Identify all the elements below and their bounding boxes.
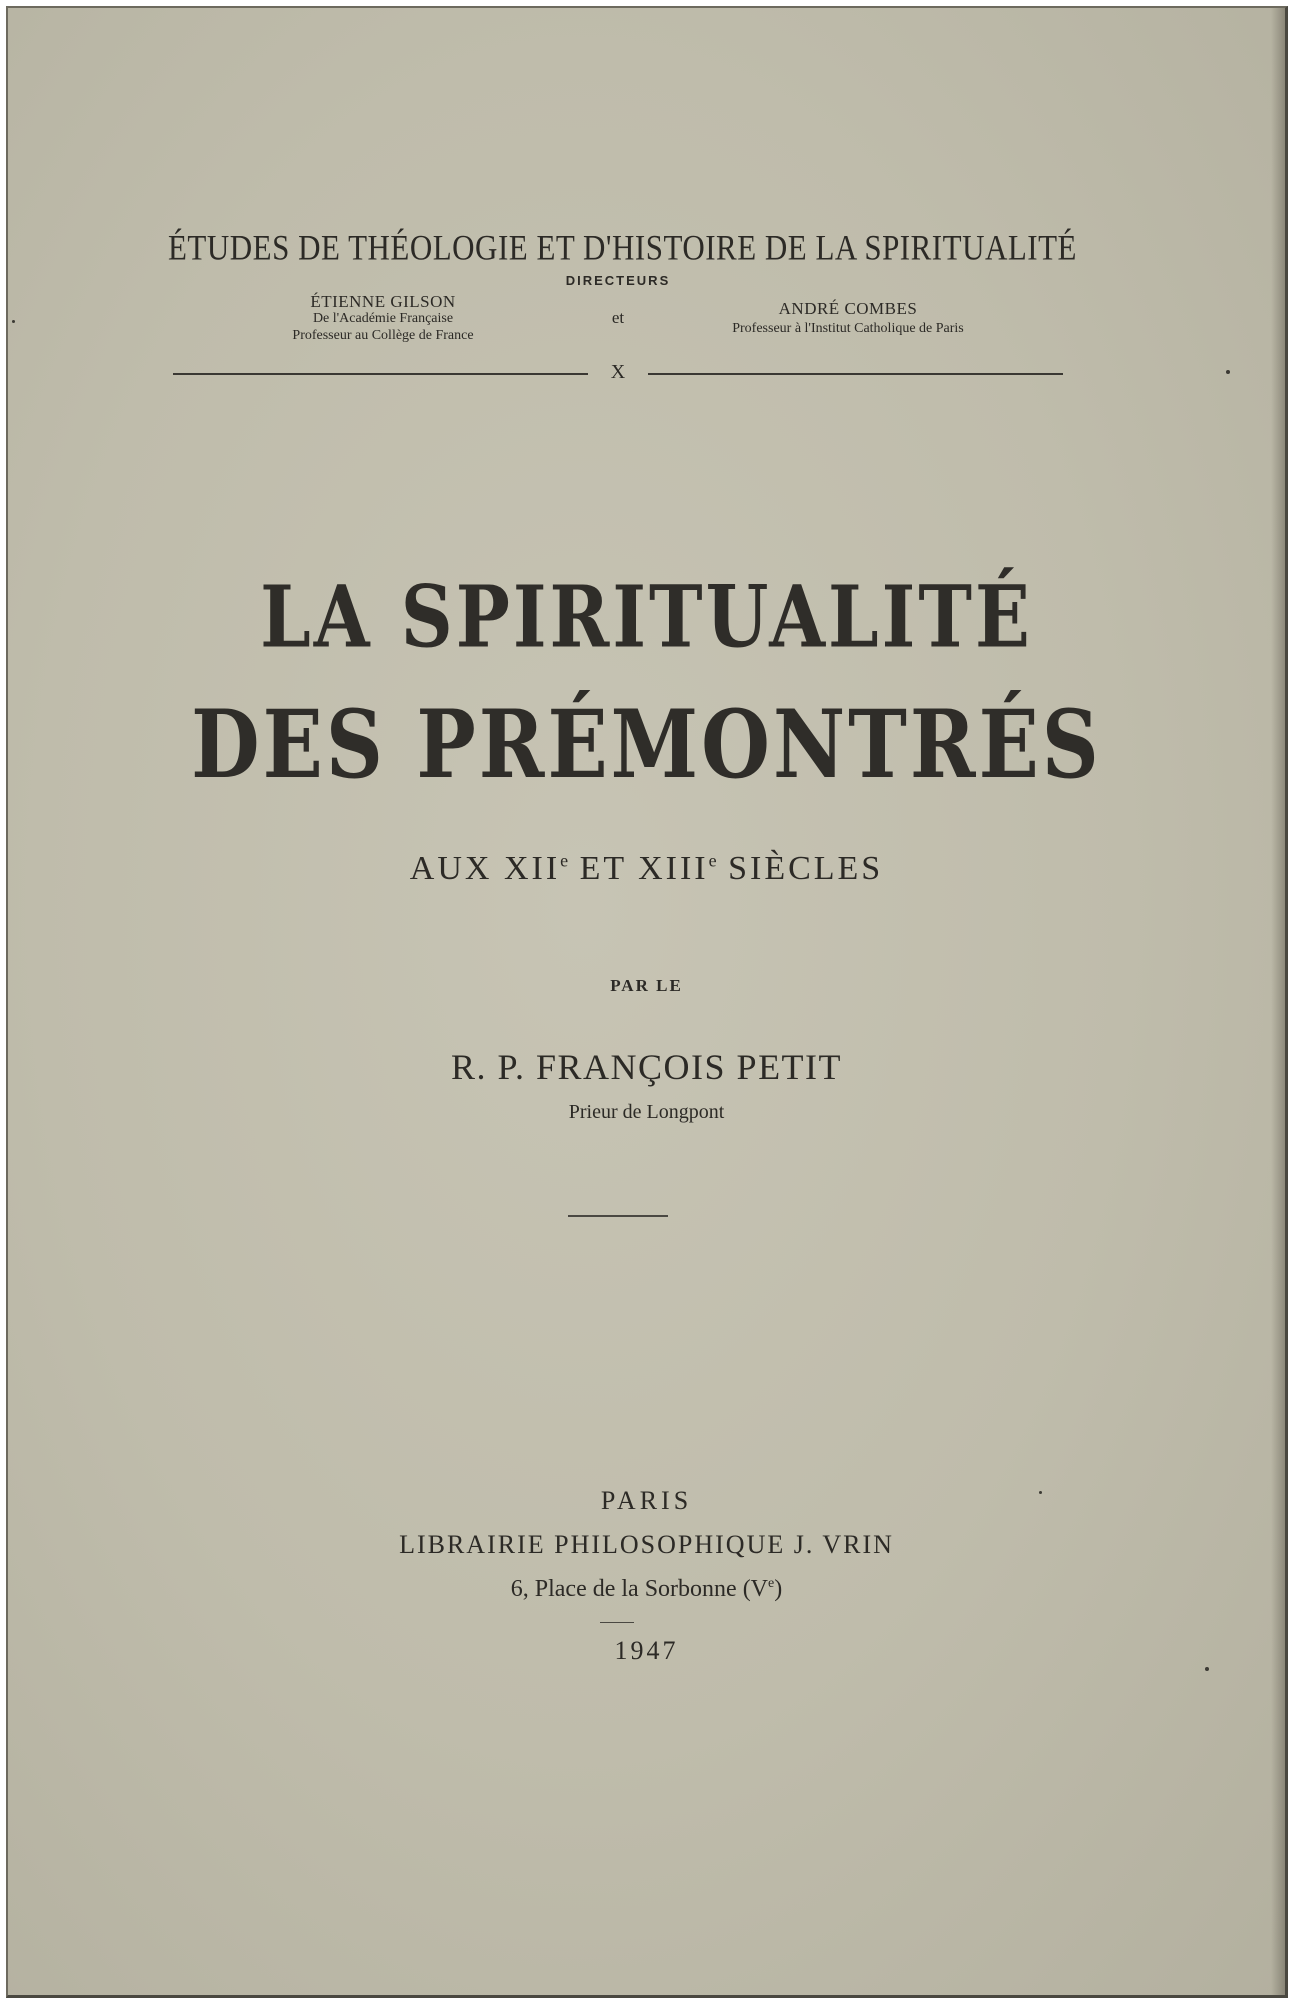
paper-speck	[1226, 370, 1230, 374]
series-rule-right	[648, 373, 1063, 375]
address-sup: e	[768, 1576, 775, 1591]
book-subtitle	[8, 850, 1285, 888]
subtitle-part-1: AUX XII	[409, 850, 561, 887]
by-label: PAR LE	[610, 976, 683, 995]
cover-edge-shadow	[1271, 8, 1285, 1995]
director-gilson-line-1: De l'Académie Française	[312, 311, 454, 326]
imprint-address	[8, 1576, 1285, 1603]
imprint-city: PARIS	[600, 1486, 693, 1515]
director-combes	[668, 299, 1028, 339]
series-rule-left	[173, 373, 588, 375]
address-end: )	[774, 1576, 783, 1602]
director-gilson-name: ÉTIENNE GILSON	[310, 292, 456, 311]
director-combes-name: ANDRÉ COMBES	[778, 299, 918, 318]
author-title: Prieur de Longpont	[568, 1101, 725, 1123]
imprint-year: 1947	[614, 1636, 679, 1665]
directeurs-label: DIRECTEURS	[565, 273, 671, 288]
subtitle-part-2: ET XIII	[568, 850, 709, 887]
book-cover	[6, 6, 1288, 1998]
director-combes-line-1: Professeur à l'Institut Catholique de Paris	[732, 321, 964, 336]
author-name: R. P. FRANÇOIS PETIT	[450, 1047, 843, 1087]
address-main: 6, Place de la Sorbonne (V	[510, 1576, 769, 1602]
subtitle-sup-2: e	[708, 850, 717, 871]
paper-speck	[1039, 1491, 1042, 1494]
directors-conjunction: et	[611, 308, 625, 327]
imprint-publisher: LIBRAIRIE PHILOSOPHIQUE J. VRIN	[399, 1530, 894, 1559]
series-title: ÉTUDES DE THÉOLOGIE ET D'HISTOIRE DE LA SPIRITUALITÉ	[168, 227, 1077, 268]
subtitle-sup-1: e	[560, 850, 569, 871]
book-title-line-1: LA SPIRITUALITÉ	[260, 566, 1033, 667]
director-gilson	[238, 293, 528, 344]
imprint-small-rule	[600, 1622, 634, 1623]
series-rule	[173, 361, 1063, 385]
paper-speck	[1205, 1667, 1209, 1671]
series-volume-number: X	[610, 361, 626, 383]
divider-rule	[568, 1215, 668, 1217]
paper-speck	[12, 320, 15, 323]
book-title-line-2: DES PRÉMONTRÉS	[191, 689, 1102, 800]
subtitle-part-3: SIÈCLES	[716, 850, 884, 887]
director-gilson-line-2: Professeur au Collège de France	[292, 328, 474, 343]
